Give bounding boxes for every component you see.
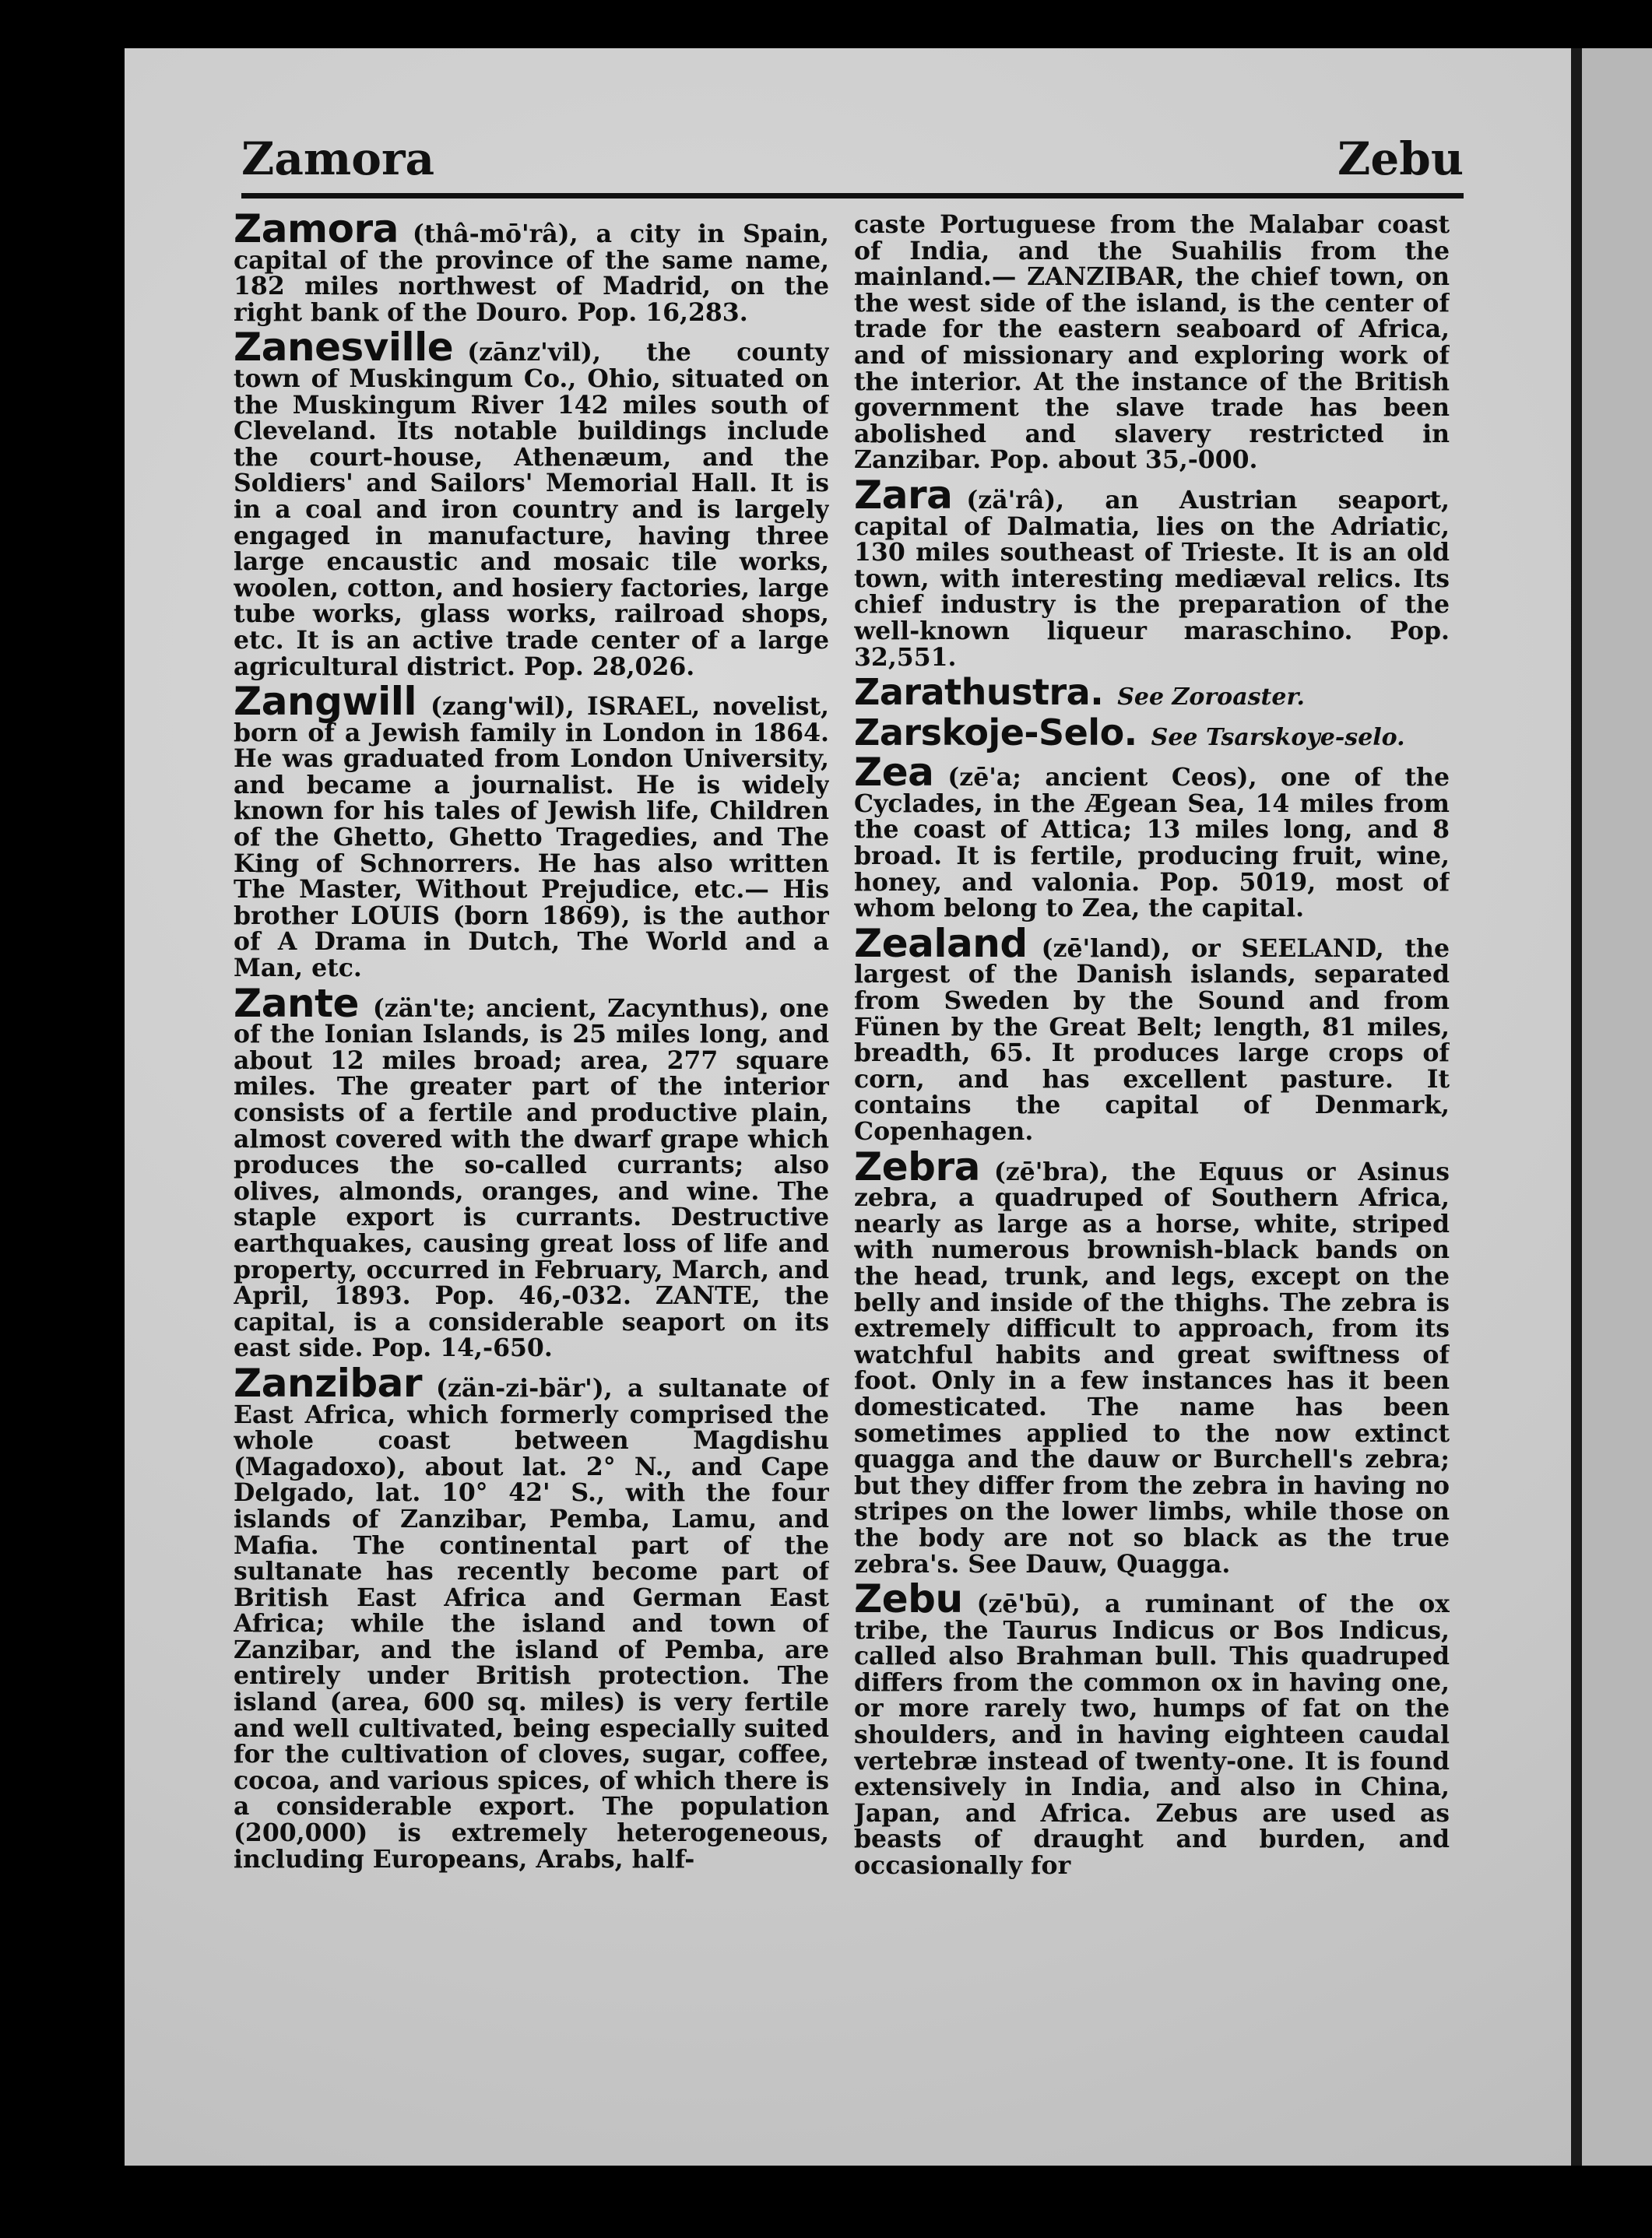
running-head-right: Zebu (1337, 132, 1464, 185)
entry-text: (zang'wil), ISRAEL, novelist, born of a Jewish family in London in 1864. He was graduated from London University, and became a journalist. He is widely known for his tales of Jewish life, Children of the Ghetto, Ghetto Tragedies, and The King of Schnorrers. He has also written The Master, Without Prejudice, etc.— His brother LOUIS (born 1869), is the author of A Drama in Dutch, The World and a Man, etc. (234, 692, 829, 983)
entry-text: (thâ-mō'râ), a city in Spain, capital of the province of the same name, 182 miles northwest of Madrid, on the right bank of the Douro. Pop. 16,283. (234, 220, 829, 327)
headword: Zealand (854, 920, 1028, 966)
header-rule (241, 193, 1464, 199)
entry-zea (854, 750, 1450, 923)
right-column (854, 212, 1450, 2064)
page-gutter (1571, 48, 1582, 2166)
running-head (241, 125, 1464, 187)
cross-reference: See Zoroaster. (1117, 683, 1305, 711)
left-column (234, 212, 829, 2064)
entry-zara (854, 472, 1450, 672)
entry-zamora (234, 212, 829, 325)
entry-zangwill (234, 679, 829, 983)
entry-text: (zän'te; ancient, Zacynthus), one of the Ionian Islands, is 25 miles long, and about 12 miles broad; area, 277 square miles. The greater part of the interior consists of a fertile and productive plain, almost covered with the dwarf grape which produces the so-called currants; also olives, almonds, oranges, and wine. The staple export is currants. Destructive earthquakes, causing great loss of life and property, occurred in February, March, and April, 1893. Pop. 46,-032. ZANTE, the capital, is a considerable seaport on its east side. Pop. 14,-650. (234, 993, 829, 1363)
entry-zarskoje-selo (854, 711, 1450, 754)
entry-zanzibar (234, 1360, 829, 1874)
headword: Zante (234, 980, 359, 1026)
headword: Zarskoje-Selo. (854, 711, 1137, 754)
entry-text: (zē'a; ancient Ceos), one of the Cyclades, in the Ægean Sea, 14 miles from the coast of Attica; 13 miles long, and 8 broad. It is fertile, producing fruit, wine, honey, and valonia. Pop. 5019, most of whom belong to Zea, the capital. (854, 763, 1450, 923)
entry-text: (zä'râ), an Austrian seaport, capital of Dalmatia, lies on the Adriatic, 130 miles southeast of Trieste. It is an old town, with interesting mediæval relics. Its chief industry is the preparation of the well-known liqueur maraschino. Pop. 32,551. (854, 485, 1450, 672)
headword: Zebra (854, 1144, 980, 1189)
entry-zealand (854, 920, 1450, 1146)
adjacent-page-edge (1582, 48, 1652, 2166)
headword: Zanesville (234, 325, 454, 371)
entry-text: (zē'bra), the Equus or Asinus zebra, a quadruped of Southern Africa, nearly as large as a horse, white, striped with numerous brownish-black bands on the head, trunk, and legs, except on the belly and inside of the thighs. The zebra is extremely difficult to approach, from its watchful habits and great swiftness of foot. Only in a few instances has it been domesticated. The name has been sometimes applied to the now extinct quagga and the dauw or Burchell's zebra; but they differ from the zebra in having no stripes on the lower limbs, while those on the body are not so black as the true zebra's. See Dauw, Quagga. (854, 1157, 1450, 1579)
cross-reference: See Tsarskoye-selo. (1151, 723, 1405, 751)
headword: Zanzibar (234, 1360, 423, 1406)
headword: Zea (854, 750, 934, 796)
entry-zanzibar-continued (854, 212, 1450, 473)
entry-text: (zānz'vil), the county town of Muskingum Co., Ohio, situated on the Muskingum River 142 miles south of Cleveland. Its notable buildings include the court-house, Athenæum, and the Soldiers' and Sailors' Memorial Hall. It is in a coal and iron country and is largely engaged in manufacture, having three large encaustic and mosaic tile works, woolen, cotton, and hosiery factories, large tube works, glass works, railroad shops, etc. It is an active trade center of a large agricultural district. Pop. 28,026. (234, 338, 829, 681)
headword: Zamora (234, 212, 399, 251)
headword: Zarathustra. (854, 671, 1104, 714)
entry-zanesville (234, 325, 829, 681)
entry-text: caste Portuguese from the Malabar coast of India, and the Suahilis from the mainland.— ZANZIBAR, the chief town, on the west side of the island, is the center of trade for the eastern seaboard of Africa, and of missionary and exploring work of the interior. At the instance of the British government the slave trade has been abolished and slavery restricted in Zanzibar. Pop. about 35,-000. (854, 212, 1450, 475)
entry-zante (234, 980, 829, 1363)
entry-zebra (854, 1144, 1450, 1579)
running-head-left: Zamora (241, 132, 435, 185)
headword: Zangwill (234, 679, 417, 725)
entry-zarathustra (854, 671, 1450, 714)
entry-text: (zē'land), or SEELAND, the largest of the Danish islands, separated from Sweden by the Sound and from Fünen by the Great Belt; length, 81 miles, breadth, 65. It produces large crops of corn, and has excellent pasture. It contains the capital of Denmark, Copenhagen. (854, 933, 1450, 1146)
entry-zebu (854, 1576, 1450, 1881)
headword: Zara (854, 472, 953, 518)
headword: Zebu (854, 1576, 963, 1622)
entry-text: (zē'bū), a ruminant of the ox tribe, the Taurus Indicus or Bos Indicus, called also Brahman bull. This quadruped differs from the common ox in having one, or more rarely two, humps of fat on the shoulders, and in having eighteen caudal vertebræ instead of twenty-one. It is found extensively in India, and also in China, Japan, and Africa. Zebus are used as beasts of draught and burden, and occasionally for (854, 1590, 1450, 1881)
entry-text: (zän-zi-bär'), a sultanate of East Africa, which formerly comprised the whole coast between Magdishu (Magadoxo), about lat. 2° N., and Cape Delgado, lat. 10° 42' S., with the four islands of Zanzibar, Pemba, Lamu, and Mafia. The continental part of the sultanate has recently become part of British East Africa and German East Africa; while the island and town of Zanzibar, and the island of Pemba, are entirely under British protection. The island (area, 600 sq. miles) is very fertile and well cultivated, being especially suited for the cultivation of cloves, sugar, coffee, cocoa, and various spices, of which there is a considerable export. The population (200,000) is extremely heterogeneous, including Europeans, Arabs, half- (234, 1373, 829, 1874)
